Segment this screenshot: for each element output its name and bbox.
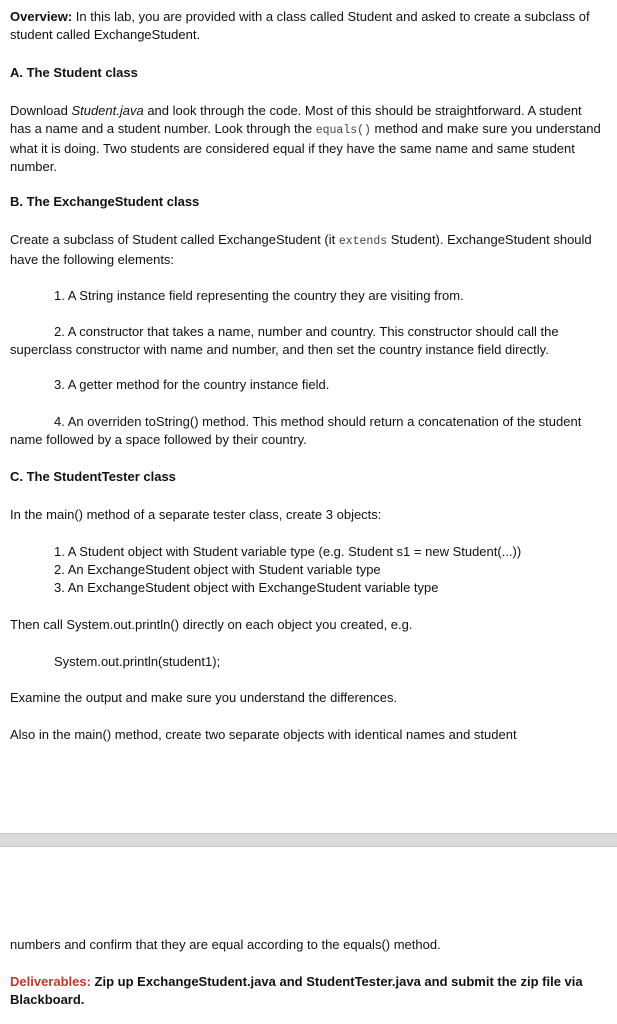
section-b-item-3: 3. A getter method for the country instance field. [54,377,330,392]
section-a-paragraph: Download Student.java and look through the code. Most of this should be straightforward. A student has a name and a student number. Look through the equals() method and make sure you understand what it is doing. Two students are considered equal if they have the same name and same student number. [10,103,601,174]
section-b-item-1: 1. A String instance field representing the country they are visiting from. [54,288,464,303]
overview-label: Overview: [10,9,73,24]
section-c-intro: In the main() method of a separate tester class, create 3 objects: [10,507,382,522]
list-item: 1. A Student object with Student variable type (e.g. Student s1 = new Student(...)) [54,544,522,559]
section-b-item-2: 2. A constructor that takes a name, number and country. This constructor should call the superclass constructor with name and number, and then set the country instance field directly. [10,324,559,357]
list-item: 3. An ExchangeStudent object with ExchangeStudent variable type [54,580,439,595]
list-item: 2. An ExchangeStudent object with Student variable type [54,562,381,577]
section-c-examine: Examine the output and make sure you understand the differences. [10,690,398,705]
section-b-item-4: 4. An overriden toString() method. This method should return a concatenation of the student name followed by a space followed by their country. [10,414,582,447]
section-b-heading: B. The ExchangeStudent class [10,194,200,209]
deliverables-label: Deliverables: [10,974,91,989]
extends-code: extends [338,235,388,248]
page-break-divider [0,833,617,847]
section-b-intro: Create a subclass of Student called ExchangeStudent (it extends Student). ExchangeStudent should have the following elements: [10,232,592,267]
section-c-heading: C. The StudentTester class [10,469,176,484]
deliverables-text: Zip up ExchangeStudent.java and StudentTester.java and submit the zip file via Blackboard. [10,974,583,1007]
overview-paragraph [10,8,602,44]
equals-code: equals() [315,124,371,137]
section-a-heading: A. The Student class [10,65,138,80]
student-java-filename: Student.java [71,103,144,118]
overview-text: In this lab, you are provided with a class called Student and asked to create a subclass of student called ExchangeStudent. [10,9,590,42]
println-example: System.out.println(student1); [54,654,221,669]
section-c-also-part2: numbers and confirm that they are equal according to the equals() method. [10,937,441,952]
section-c-also-part1: Also in the main() method, create two separate objects with identical names and student [10,727,517,742]
section-c-then: Then call System.out.println() directly on each object you created, e.g. [10,617,413,632]
section-c-list [54,543,602,597]
deliverables-paragraph [10,973,602,1009]
